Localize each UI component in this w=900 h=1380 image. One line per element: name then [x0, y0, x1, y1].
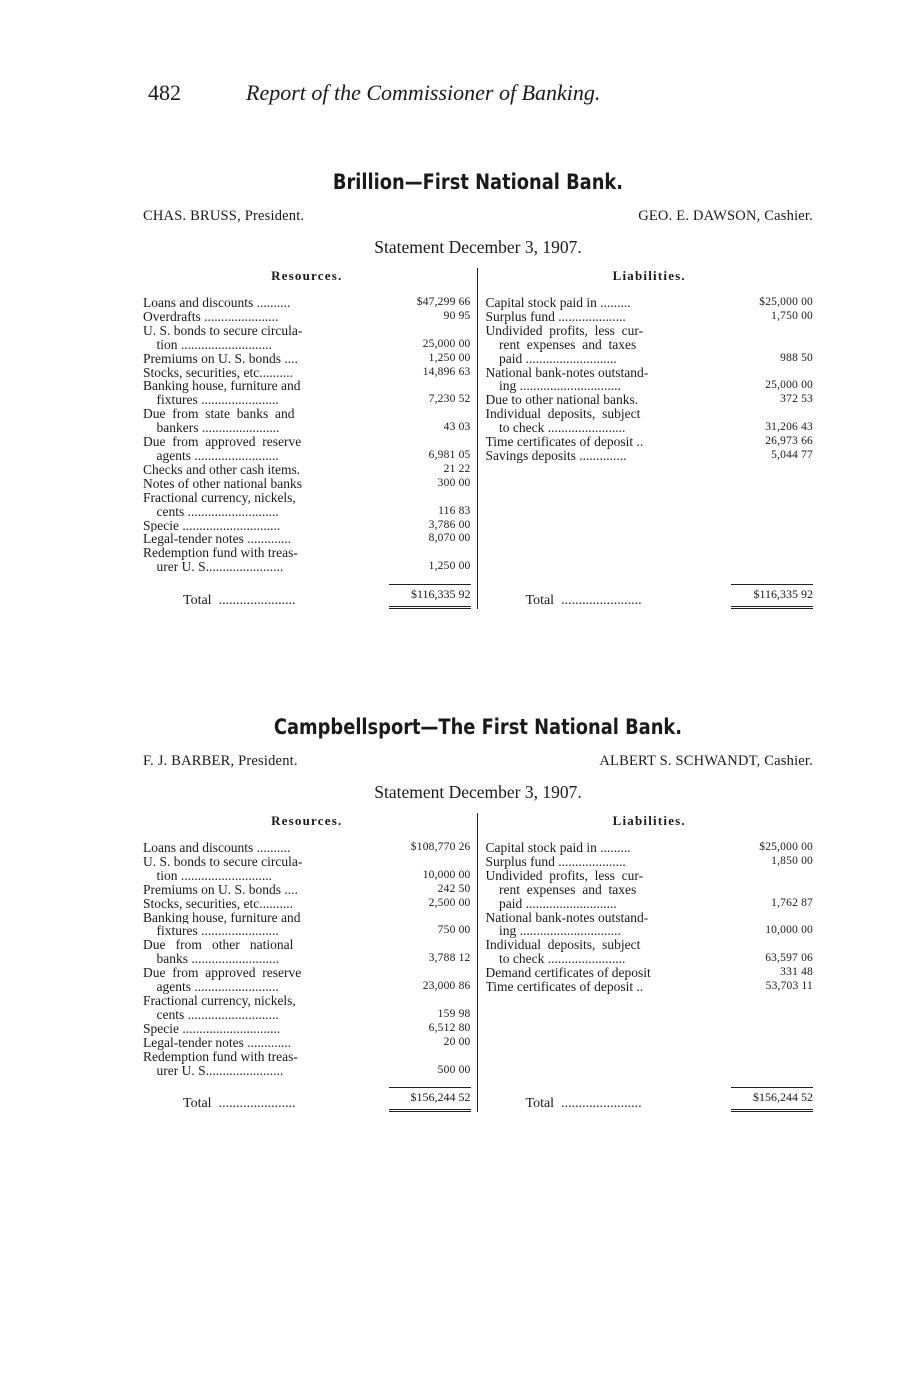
cashier: GEO. E. DAWSON, Cashier.: [638, 208, 813, 224]
ledger-item-amount: $108,770 26: [410, 841, 471, 853]
resources-rows: [143, 841, 471, 1077]
ledger-item-label: fixtures .......................: [143, 924, 279, 939]
ledger-item-amount: 90 95: [443, 309, 471, 322]
ledger-row: [143, 352, 471, 366]
ledger-item-amount: 25,000 00: [422, 337, 471, 350]
ledger-item-label: urer U. S.......................: [143, 1063, 284, 1078]
ledger-row: [143, 1064, 471, 1078]
ledger-row: [143, 1008, 471, 1022]
ledger-item-label: Savings deposits ..............: [485, 448, 627, 463]
ledger-item-amount: 7,230 52: [428, 393, 471, 406]
ledger-item-amount: 63,597 06: [765, 952, 813, 965]
ledger-item-label: ing ..............................: [485, 379, 621, 394]
ledger-item-label: paid ...........................: [485, 896, 617, 911]
resources-heading: Resources.: [271, 268, 343, 283]
page-number: 482: [148, 80, 181, 105]
ledger-item-amount: 2,500 00: [428, 896, 471, 909]
ledger-row: [486, 379, 814, 393]
ledger-item-label: Overdrafts ......................: [143, 309, 279, 324]
total-amount: $156,244 52: [731, 1087, 813, 1112]
ledger-row: [143, 1036, 471, 1050]
ledger-item-amount: 43 03: [443, 421, 471, 434]
ledger-row: [486, 924, 814, 938]
blank-line: [486, 994, 814, 1008]
ledger-item-label: Due to other national banks.: [485, 393, 639, 408]
ledger-row: [143, 505, 471, 519]
ledger-item-label: agents .........................: [143, 448, 279, 463]
ledger-item-amount: 20 00: [443, 1035, 471, 1048]
ledger-item-label: cents ...........................: [143, 1007, 279, 1022]
ledger-row: [143, 994, 471, 1008]
statement-columns: [143, 813, 813, 1112]
ledger-row: [143, 435, 471, 449]
ledger-item-label: rent expenses and taxes: [485, 882, 637, 897]
ledger-row: [143, 911, 471, 925]
ledger-row: [486, 435, 814, 449]
ledger-item-amount: 53,703 11: [765, 980, 813, 993]
ledger-row: [143, 841, 471, 855]
ledger-item-label: U. S. bonds to secure circula-: [143, 323, 303, 338]
ledger-item-amount: 331 48: [780, 966, 813, 979]
ledger-item-label: paid ...........................: [485, 351, 617, 366]
ledger-row: [143, 883, 471, 897]
ledger-row: [143, 938, 471, 952]
blank-line: [486, 546, 814, 560]
total-amount: $156,244 52: [389, 1087, 471, 1112]
ledger-item-amount: $25,000 00: [759, 296, 813, 308]
ledger-item-amount: 8,070 00: [428, 532, 471, 545]
ledger-row: [143, 952, 471, 966]
ledger-item-label: Legal-tender notes .............: [143, 1035, 292, 1050]
ledger-item-label: Premiums on U. S. bonds ....: [143, 882, 298, 897]
ledger-row: [143, 980, 471, 994]
ledger-row: [486, 869, 814, 883]
ledger-item-label: Due from other national: [143, 938, 294, 953]
ledger-row: [143, 1022, 471, 1036]
ledger-row: [486, 980, 814, 994]
ledger-item-amount: 750 00: [437, 924, 471, 937]
ledger-item-label: tion ...........................: [143, 337, 273, 352]
ledger-row: [143, 519, 471, 533]
ledger-row: [143, 310, 471, 324]
officers-line: [143, 208, 813, 225]
total-label: Total .......................: [525, 1096, 642, 1112]
running-title: Report of the Commissioner of Banking.: [246, 80, 601, 105]
ledger-item-amount: 3,788 12: [428, 952, 471, 965]
liabilities-rows: [486, 841, 814, 1077]
ledger-item-amount: 10,000 00: [422, 868, 471, 881]
ledger-row: [143, 546, 471, 560]
ledger-item-label: Surplus fund ....................: [485, 854, 626, 869]
ledger-item-label: Checks and other cash items.: [143, 462, 301, 477]
ledger-item-label: ing ..............................: [485, 924, 621, 939]
ledger-item-label: urer U. S.......................: [143, 560, 284, 575]
ledger-row: [143, 463, 471, 477]
ledger-item-amount: 14,896 63: [422, 365, 471, 378]
ledger-item-label: Time certificates of deposit ..: [485, 435, 644, 449]
ledger-row: [486, 324, 814, 338]
ledger-item-amount: $25,000 00: [759, 841, 813, 853]
ledger-row: [143, 869, 471, 883]
ledger-item-amount: 300 00: [437, 476, 471, 489]
ledger-item-amount: 21 22: [443, 462, 471, 475]
blank-line: [486, 505, 814, 519]
liabilities-total-row: [486, 1087, 814, 1112]
ledger-row: [143, 296, 471, 310]
ledger-item-label: rent expenses and taxes: [485, 337, 637, 352]
ledger-item-label: Capital stock paid in .........: [485, 296, 631, 310]
total-label: Total .......................: [525, 593, 642, 608]
ledger-item-label: Specie .............................: [143, 518, 281, 533]
ledger-row: [486, 966, 814, 980]
ledger-item-amount: 1,250 00: [428, 560, 471, 573]
ledger-item-label: Stocks, securities, etc..........: [143, 896, 293, 911]
ledger-item-label: Time certificates of deposit ..: [485, 980, 644, 994]
ledger-row: [486, 897, 814, 911]
ledger-item-label: Legal-tender notes .............: [143, 532, 292, 547]
ledger-item-label: Premiums on U. S. bonds ....: [143, 351, 298, 366]
ledger-item-label: Banking house, furniture and: [143, 910, 301, 925]
ledger-item-label: Surplus fund ....................: [485, 309, 626, 324]
officers-line: [143, 753, 813, 770]
ledger-item-label: Demand certificates of deposit: [485, 966, 651, 981]
total-amount: $116,335 92: [731, 584, 813, 609]
ledger-item-amount: 1,250 00: [428, 351, 471, 364]
ledger-item-label: Capital stock paid in .........: [485, 841, 631, 855]
resources-column: [143, 813, 478, 1112]
ledger-row: [143, 338, 471, 352]
ledger-item-amount: 26,973 66: [765, 435, 813, 448]
ledger-row: [143, 449, 471, 463]
statement-date: Statement December 3, 1907.: [374, 782, 582, 802]
blank-line: [486, 477, 814, 491]
ledger-item-label: Notes of other national banks: [143, 476, 302, 491]
ledger-item-amount: 988 50: [780, 351, 813, 364]
ledger-row: [143, 421, 471, 435]
ledger-row: [486, 393, 814, 407]
ledger-row: [143, 366, 471, 380]
ledger-item-amount: 372 53: [780, 393, 813, 406]
ledger-item-amount: 1,750 00: [771, 309, 813, 322]
resources-total-row: [143, 1087, 471, 1112]
ledger-item-label: Specie .............................: [143, 1021, 281, 1036]
ledger-row: [486, 407, 814, 421]
ledger-item-label: bankers .......................: [143, 421, 280, 436]
blank-line: [486, 1008, 814, 1022]
total-label: Total ......................: [183, 1096, 296, 1112]
ledger-item-label: Due from approved reserve: [143, 435, 302, 449]
blank-line: [486, 518, 814, 532]
statement-date: Statement December 3, 1907.: [374, 237, 582, 257]
blank-line: [486, 1022, 814, 1036]
bank-name: Campbellsport—The First National Bank.: [273, 715, 683, 739]
liabilities-total-row: [486, 584, 814, 609]
president: F. J. BARBER, President.: [143, 753, 298, 769]
ledger-item-label: Individual deposits, subject: [485, 407, 641, 422]
ledger-row: [143, 924, 471, 938]
resources-column: [143, 268, 478, 609]
ledger-item-label: banks ..........................: [143, 952, 280, 967]
blank-line: [486, 463, 814, 477]
ledger-row: [486, 352, 814, 366]
ledger-item-label: Loans and discounts ..........: [143, 296, 291, 310]
ledger-item-amount: 5,044 77: [771, 448, 813, 461]
ledger-row: [143, 393, 471, 407]
liabilities-column: [478, 813, 814, 1112]
ledger-row: [486, 366, 814, 380]
ledger-row: [143, 532, 471, 546]
ledger-row: [143, 407, 471, 421]
blank-line: [486, 560, 814, 574]
ledger-row: [486, 296, 814, 310]
ledger-row: [486, 338, 814, 352]
ledger-row: [486, 883, 814, 897]
ledger-item-label: U. S. bonds to secure circula-: [143, 854, 303, 869]
ledger-item-label: Undivided profits, less cur-: [485, 868, 644, 883]
blank-line: [486, 532, 814, 546]
ledger-item-amount: 10,000 00: [765, 924, 813, 937]
bank-name: Brillion—First National Bank.: [332, 170, 624, 194]
bank-statement-campbellsport: [143, 715, 813, 1112]
liabilities-rows: [486, 296, 814, 574]
ledger-item-label: Banking house, furniture and: [143, 379, 301, 394]
total-label: Total ......................: [183, 593, 296, 609]
ledger-row: [143, 379, 471, 393]
ledger-item-amount: 6,512 80: [428, 1021, 471, 1034]
resources-heading: Resources.: [271, 813, 343, 828]
cashier: ALBERT S. SCHWANDT, Cashier.: [599, 753, 813, 769]
ledger-row: [143, 491, 471, 505]
ledger-item-label: cents ...........................: [143, 504, 279, 519]
president: CHAS. BRUSS, President.: [143, 208, 305, 224]
ledger-item-amount: $47,299 66: [416, 296, 471, 308]
ledger-item-amount: 242 50: [437, 882, 471, 895]
bank-statement-brillion: [143, 170, 813, 609]
ledger-item-amount: 3,786 00: [428, 518, 471, 531]
ledger-item-amount: 1,850 00: [771, 854, 813, 867]
ledger-item-label: Individual deposits, subject: [485, 938, 641, 953]
ledger-item-amount: 1,762 87: [771, 896, 813, 909]
ledger-row: [486, 841, 814, 855]
ledger-item-amount: 116 83: [438, 504, 471, 517]
ledger-item-label: Fractional currency, nickels,: [143, 490, 296, 505]
statement-columns: [143, 268, 813, 609]
ledger-row: [143, 324, 471, 338]
blank-line: [486, 1063, 814, 1077]
ledger-row: [486, 911, 814, 925]
liabilities-heading: Liabilities.: [612, 268, 686, 283]
ledger-item-amount: 23,000 86: [422, 980, 471, 993]
ledger-row: [486, 421, 814, 435]
ledger-item-label: Due from approved reserve: [143, 966, 302, 981]
blank-line: [486, 491, 814, 505]
ledger-row: [486, 310, 814, 324]
ledger-row: [486, 952, 814, 966]
resources-total-row: [143, 584, 471, 609]
liabilities-heading: Liabilities.: [612, 813, 686, 828]
ledger-row: [143, 897, 471, 911]
ledger-item-label: to check .......................: [485, 421, 626, 436]
total-amount: $116,335 92: [389, 584, 471, 609]
ledger-item-label: National bank-notes outstand-: [485, 365, 649, 380]
ledger-item-label: National bank-notes outstand-: [485, 910, 649, 925]
ledger-item-amount: 31,206 43: [765, 421, 813, 434]
ledger-item-label: Redemption fund with treas-: [143, 546, 298, 561]
ledger-item-label: fixtures .......................: [143, 393, 279, 408]
ledger-item-label: Redemption fund with treas-: [143, 1049, 298, 1064]
liabilities-column: [478, 268, 814, 609]
ledger-item-amount: 159 98: [437, 1007, 471, 1020]
blank-line: [486, 1050, 814, 1064]
ledger-row: [143, 477, 471, 491]
ledger-row: [486, 449, 814, 463]
ledger-item-amount: 25,000 00: [765, 379, 813, 392]
ledger-item-label: to check .......................: [485, 952, 626, 967]
ledger-row: [143, 1050, 471, 1064]
ledger-row: [143, 855, 471, 869]
ledger-row: [143, 966, 471, 980]
blank-line: [486, 1036, 814, 1050]
ledger-row: [486, 855, 814, 869]
ledger-item-amount: 500 00: [437, 1063, 471, 1076]
ledger-item-label: Loans and discounts ..........: [143, 841, 291, 855]
ledger-item-label: Due from state banks and: [143, 407, 295, 422]
ledger-item-label: Undivided profits, less cur-: [485, 323, 644, 338]
ledger-item-amount: 6,981 05: [428, 448, 471, 461]
resources-rows: [143, 296, 471, 574]
ledger-item-label: agents .........................: [143, 980, 279, 994]
ledger-item-label: Fractional currency, nickels,: [143, 993, 296, 1008]
ledger-row: [143, 560, 471, 574]
ledger-row: [486, 938, 814, 952]
ledger-item-label: Stocks, securities, etc..........: [143, 365, 293, 380]
ledger-item-label: tion ...........................: [143, 868, 273, 883]
